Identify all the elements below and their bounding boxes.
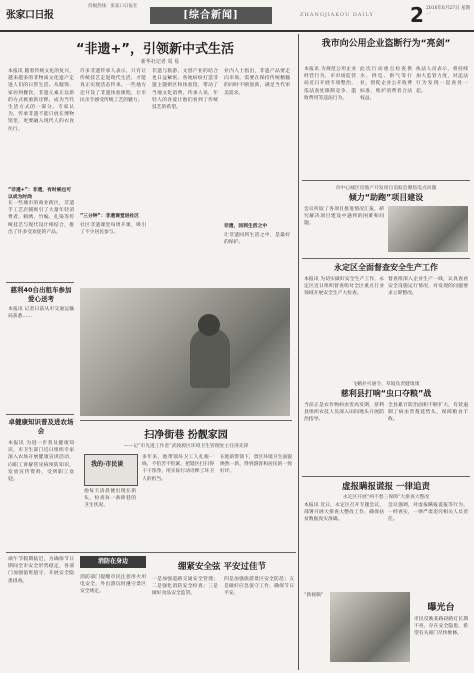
right-middle-column-4: 全县累计防治面积不断扩大，有效遏制了病虫害蔓延势头，保障粮食丰收。 (388, 403, 468, 423)
right-bottom-column-1: 本报讯 近日，永定区召开专题会议，部署开展大排查大整改工作，确保扶贫数据真实准确。 (304, 503, 384, 523)
right-bottom-column-2: 会议强调，对虚报瞒报谎报等行为，一经查实，一律严肃追究相关人员责任。 (388, 503, 468, 523)
right-divider-3 (302, 476, 470, 477)
right-top-headline: 我市向公用企业盗断行为“亮剑” (321, 39, 451, 49)
right-top-column-4: 会议听取了各项目推进情况汇报，研究解决项目建设中遇到的困难和问题。 (304, 207, 384, 227)
right-bottom-caption-label: “新视频” (304, 593, 324, 598)
lead-subhead-3: 非遗，回到生活之中 (224, 224, 268, 229)
sidebar-headline-2: 卓健康知识普及进农场会 (8, 418, 74, 435)
feature-column-3: 在他的带领下，景区环境卫生面貌焕然一新，得到游客和居民的一致好评。 (220, 455, 292, 475)
feature-column-2: 多年来，他带领环卫工人扎根一线，不怕苦不怕累，把辖区打扫得干干净净，用实际行动诠释了环卫人的担当。 (142, 455, 214, 482)
bottom-column-3: 一是加强道路交通安全管理；二是强化消防安全检查；三是做好食品安全监管。 (152, 577, 218, 597)
lead-byline: 新华社记者 周 易 (140, 59, 180, 65)
right-bottom-photo (330, 592, 410, 662)
right-top-column-3: 执法人员表示，将持续加大监管力度，对违法行为发现一起查处一起。 (416, 67, 468, 94)
lead-photo (80, 288, 290, 416)
feature-box (84, 454, 138, 486)
feature-headline: 扫净街巷 扮靓家园 (144, 430, 228, 441)
newspaper-logo: 张家口日报 (6, 10, 54, 21)
sidebar-body-1: 本报讯 记者日前从市交通运输局获悉…… (8, 307, 74, 320)
right-top-subhead: 市中心城区房地产开发项目追踪会聚焦电点问题 (335, 186, 437, 191)
bottom-box-label: 消防在身边 (80, 556, 146, 568)
lead-subhead-1: “非遗+”：非遗，有时候也可以成为时尚 (8, 188, 72, 200)
right-middle-column-1: 本报讯 为切实做好安全生产工作，永定区近日组织督查组对全区重点行业领域开展安全生产大检查。 (304, 277, 384, 297)
lead-column-1b: 在一些城市的商业街区，非遗手工艺店铺吸引了大量年轻消费者。刺绣、竹编、扎染等传统技艺与现代设计相结合，推出了许多受欢迎的产品。 (8, 201, 74, 235)
right-middle-kicker: 飞蛾扑火通令，草坡负责健康康 (352, 382, 420, 387)
lead-column-1: 本报讯 随着传统文化的复兴，越来越多的非物质文化遗产走进人们的日常生活。从服饰、家居到餐饮，非遗元素正以新的方式被重新诠释，成为当代生活方式的一部分。专家认为，传承非遗不能只放在博物馆里，更要融入现代人的衣食住行。 (8, 69, 74, 132)
column-rule (298, 34, 299, 670)
right-top-column-2: 此次行动重点检查供水、供电、供气等行业，督促企业公开收费标准，维护消费者合法权益。 (360, 67, 412, 101)
feature-subhead: ——记“市先进工作者”武陵源区环境卫生管理处主任邢先锋 (123, 444, 249, 449)
lead-column-3: 非遗与旅游、文创产业的结合也日益紧密。各地纷纷打造非遗主题街区和体验馆，带动了当地文化消费。传承人说，年轻人的喜爱让他们看到了传统技艺的希望。 (152, 69, 218, 111)
bottom-column-2: 消防部门提醒市民注意用火用电安全，外出游玩时遵守景区安全规定。 (80, 575, 146, 595)
lead-column-2b: 社区非遗课堂每周开课，吸引了不少居民参与。 (80, 223, 146, 236)
right-divider-2 (302, 258, 470, 259)
right-bottom-subhead: 永定区开展“两不愁三保障”大排查大整改 (342, 495, 430, 500)
right-top-headline-2: 倾力“助跑”项目建设 (348, 193, 424, 202)
bottom-column-4: 四是加强旅游景区安全防范；五是做好应急值守工作，确保节日平安。 (224, 577, 294, 597)
paper-english-name: ZHANGJIAKOU DAILY (300, 12, 374, 18)
bottom-column-1: 端午节假期临近，为确保节日期间全市安全形势稳定，各部门加强值班值守，开展安全隐患排查。 (8, 557, 74, 584)
section-banner: [综合新闻] (150, 7, 272, 24)
right-bottom-headline: 虚报瞒报谎报 一律追责 (342, 482, 430, 492)
lead-column-2: 许多非遗传承人表示，只有让传统技艺走进现代生活，才能真正实现活态传承。一些地方还开设了非遗体验课程，让市民亲手感受传统工艺的魅力。 (80, 69, 146, 103)
lead-column-4b: 让非遗回到生活之中，是最好的保护。 (224, 233, 290, 246)
sidebar-divider-top (6, 282, 74, 283)
right-middle-column-2: 督查组深入企业生产一线，认真查看安全设施运行情况，对发现的问题要求立即整改。 (388, 277, 468, 297)
lead-column-4: 业内人士指出，非遗产品要走向市场，需要在保持传统精髓的同时不断创新，满足当代审美需求。 (224, 69, 290, 96)
sidebar-headline-1: 慈利40台出租车参加爱心送考 (10, 286, 72, 303)
lead-subhead-2: “三分钟”：非遗课堂进社区 (80, 214, 140, 219)
feature-divider (80, 420, 292, 421)
bottom-divider (6, 552, 296, 553)
masthead (0, 0, 474, 32)
right-middle-headline: 永定区全面督查安全生产工作 (334, 263, 438, 272)
right-bottom-caption: 市民反映某路段路灯长期不亮，存在安全隐患，希望有关部门尽快维修。 (414, 617, 468, 637)
right-middle-column-3: 当前正是农作物病虫害高发期，慈利县组织农技人员深入田间地头开展防治指导。 (304, 403, 384, 423)
feature-column-1: 他每天清晨便出现在街头，检查每一条街巷的卫生状况。 (84, 489, 136, 509)
hotline-info: 投稿热线：张家口日报社 (88, 4, 138, 9)
issue-date: 2016年6月27日 星期一 (426, 6, 470, 17)
feature-box-label: 我的·市民谈 (91, 461, 124, 468)
sidebar-divider-mid (6, 414, 74, 415)
right-top-column-1: 本报讯 为规范公用企业经营行为，市市场监管局近日开展专项整治，依法查处限制竞争、滥收费用等违法行为。 (304, 67, 356, 101)
page-number: 2 (410, 3, 424, 27)
sidebar-body-2: 本报讯 为进一步普及健康知识，市卫生部门近日组织专家深入农场开展健康宣讲活动，向职工讲解常见病预防知识，发放宣传资料，受到职工欢迎。 (8, 441, 74, 483)
bottom-headline: 绷紧安全弦 平安过佳节 (178, 562, 266, 572)
right-top-photo (388, 206, 468, 252)
right-middle-headline-2: 慈利县打响“虫口夺粮”战 (340, 389, 432, 398)
lead-headline: “非遗+”，引领新中式生活 (76, 42, 234, 57)
right-divider-1 (302, 180, 470, 181)
right-bottom-column-title: 曝光台 (427, 603, 455, 613)
